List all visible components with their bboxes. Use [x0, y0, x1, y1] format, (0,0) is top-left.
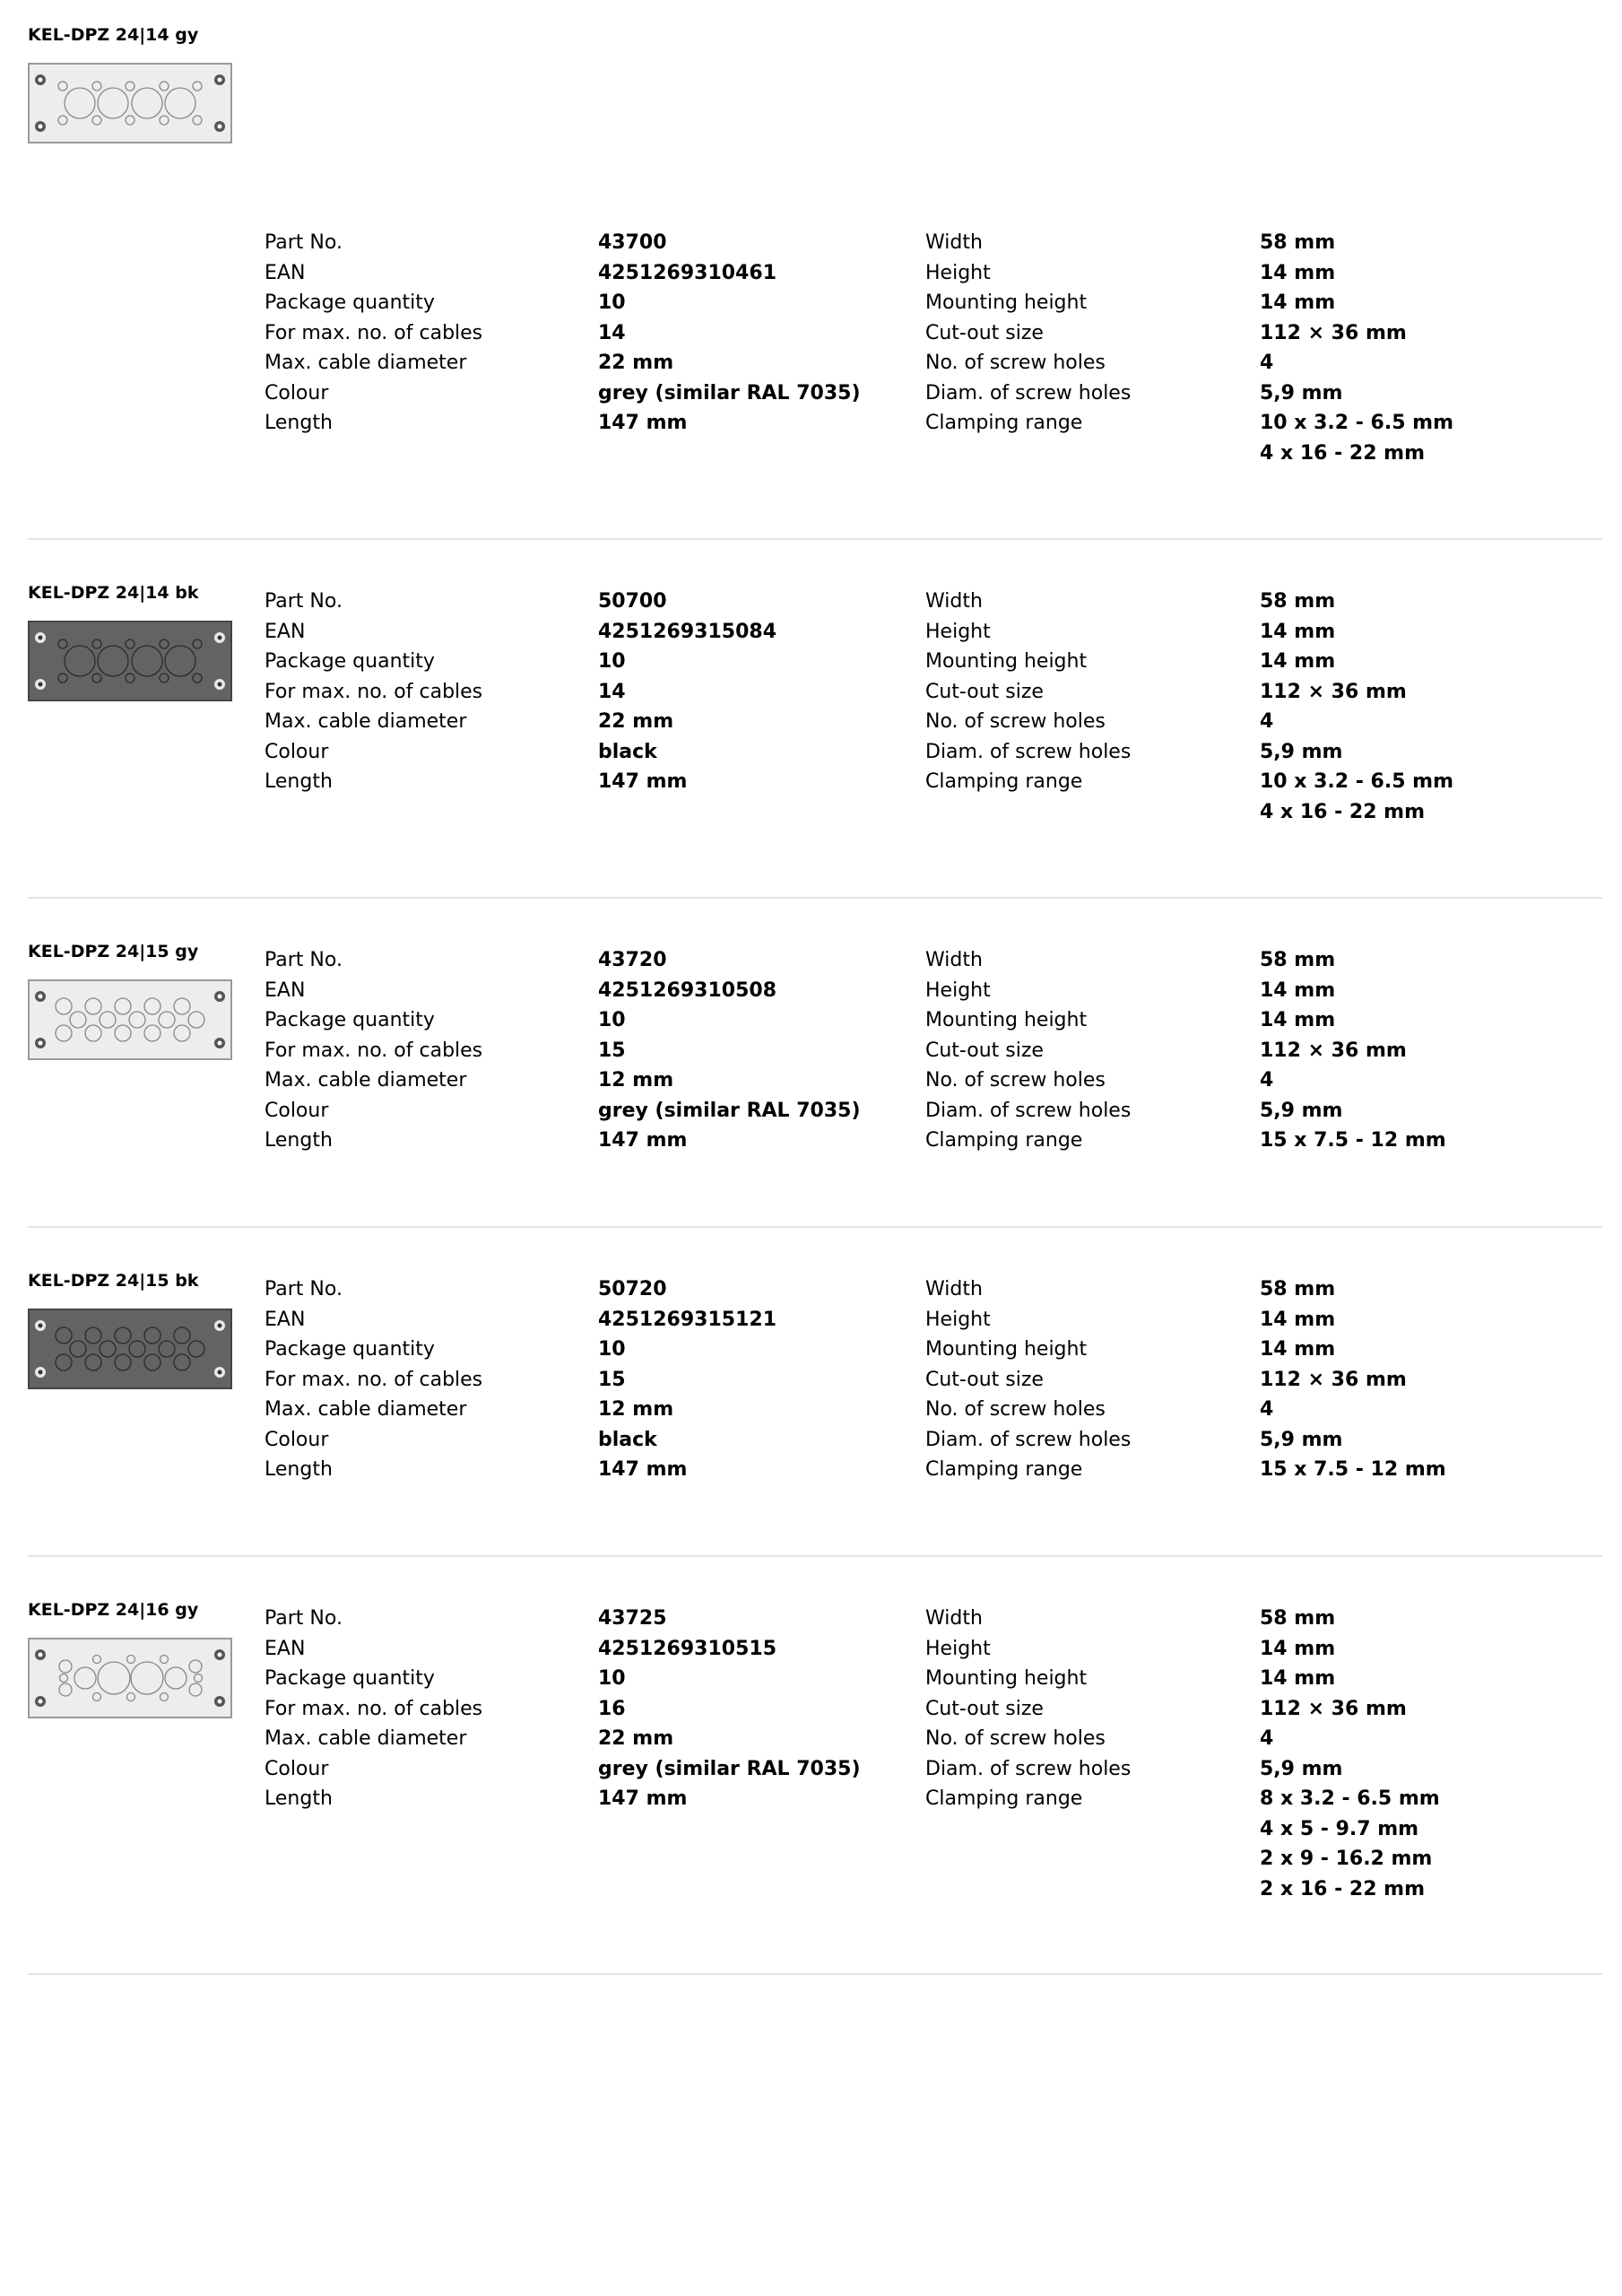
spec-label: Length: [265, 1787, 333, 1810]
spec-label: Mounting height: [925, 1338, 1088, 1361]
spec-label: Max. cable diameter: [265, 352, 467, 374]
spec-label: EAN: [265, 1308, 306, 1331]
spec-value: 4251269310508: [598, 978, 776, 1002]
spec-value: 14 mm: [1260, 620, 1336, 643]
spec-value: 12 mm: [598, 1069, 674, 1091]
spec-row: [0, 318, 1622, 348]
spec-label: Height: [925, 1637, 991, 1660]
spec-value: 5,9 mm: [1260, 1428, 1343, 1451]
spec-value: 58 mm: [1260, 1278, 1336, 1300]
spec-value: 12 mm: [598, 1398, 674, 1421]
divider: [28, 538, 1602, 540]
spec-row: [0, 348, 1622, 378]
spec-label: Length: [265, 1458, 333, 1481]
spec-label: Diam. of screw holes: [925, 1428, 1132, 1451]
spec-label: Height: [925, 620, 991, 643]
spec-value: 10: [598, 650, 626, 673]
spec-label: Width: [925, 1607, 983, 1630]
spec-label: Max. cable diameter: [265, 1727, 467, 1750]
spec-label: For max. no. of cables: [265, 680, 483, 703]
spec-row: [0, 1455, 1622, 1484]
spec-value: 10: [598, 1667, 626, 1690]
spec-label: Package quantity: [265, 291, 435, 314]
spec-row: [0, 707, 1622, 736]
spec-row: [0, 1335, 1622, 1364]
spec-row: [0, 1694, 1622, 1724]
spec-label: No. of screw holes: [925, 710, 1106, 733]
spec-value: 112 × 36 mm: [1260, 1368, 1407, 1391]
spec-label: Mounting height: [925, 291, 1088, 314]
spec-value: 4251269310461: [598, 261, 776, 284]
spec-value: 43700: [598, 231, 667, 254]
spec-label: Part No.: [265, 949, 343, 971]
spec-value: 5,9 mm: [1260, 1757, 1343, 1780]
spec-value: 50720: [598, 1278, 667, 1300]
spec-value: 58 mm: [1260, 590, 1336, 613]
spec-label: Part No.: [265, 1278, 343, 1300]
spec-label: Clamping range: [925, 770, 1083, 793]
spec-label: Package quantity: [265, 1338, 435, 1361]
spec-label: No. of screw holes: [925, 1069, 1106, 1091]
spec-value: 10: [598, 291, 626, 314]
spec-value: 14 mm: [1260, 261, 1336, 284]
spec-value: 14 mm: [1260, 291, 1336, 314]
spec-label: Width: [925, 590, 983, 613]
product-title: KEL-DPZ 24|15 bk: [28, 1271, 199, 1291]
spec-value: grey (similar RAL 7035): [598, 381, 861, 404]
spec-label: Cut-out size: [925, 1368, 1044, 1391]
spec-label: Height: [925, 1308, 991, 1331]
spec-value: 15: [598, 1368, 626, 1391]
spec-row: [0, 1065, 1622, 1095]
divider: [28, 897, 1602, 899]
spec-label: Colour: [265, 381, 329, 404]
spec-value: 14 mm: [1260, 650, 1336, 673]
spec-label: Package quantity: [265, 1667, 435, 1690]
spec-label: Width: [925, 231, 983, 254]
spec-value: 8 x 3.2 - 6.5 mm: [1260, 1787, 1440, 1810]
spec-value: 10 x 3.2 - 6.5 mm: [1260, 412, 1454, 434]
spec-value: 10: [598, 1338, 626, 1361]
spec-row: [0, 976, 1622, 1005]
spec-row: [0, 1844, 1622, 1874]
spec-label: Clamping range: [925, 1458, 1083, 1481]
spec-value: 22 mm: [598, 1727, 674, 1750]
spec-label: Package quantity: [265, 1009, 435, 1031]
spec-label: Cut-out size: [925, 1697, 1044, 1720]
spec-value: 50700: [598, 590, 667, 613]
spec-value: 2 x 16 - 22 mm: [1260, 1877, 1426, 1900]
spec-label: Colour: [265, 1428, 329, 1451]
spec-value: grey (similar RAL 7035): [598, 1099, 861, 1122]
spec-row: [0, 1724, 1622, 1753]
spec-row: [0, 1365, 1622, 1395]
spec-value: 4: [1260, 1727, 1274, 1750]
product-image-cable-entry-plate: [28, 63, 232, 144]
spec-label: Colour: [265, 1099, 329, 1122]
spec-value: 147 mm: [598, 770, 688, 793]
spec-value: 58 mm: [1260, 949, 1336, 971]
divider: [28, 1226, 1602, 1228]
divider: [28, 1973, 1602, 1975]
spec-label: Colour: [265, 1757, 329, 1780]
spec-row: [0, 1005, 1622, 1035]
spec-value: 4 x 16 - 22 mm: [1260, 441, 1426, 465]
spec-value: 112 × 36 mm: [1260, 1039, 1407, 1062]
spec-label: Clamping range: [925, 412, 1083, 434]
spec-row: [0, 1425, 1622, 1455]
spec-value: 5,9 mm: [1260, 740, 1343, 763]
spec-row: [0, 1036, 1622, 1065]
spec-value: 4251269315121: [598, 1308, 776, 1331]
spec-label: Height: [925, 978, 991, 1002]
spec-label: Package quantity: [265, 650, 435, 673]
spec-row: [0, 228, 1622, 257]
spec-value: 14 mm: [1260, 1308, 1336, 1331]
spec-label: Part No.: [265, 590, 343, 613]
spec-value: 147 mm: [598, 412, 688, 434]
spec-value: 14 mm: [1260, 1338, 1336, 1361]
spec-label: Diam. of screw holes: [925, 1099, 1132, 1122]
divider: [28, 1555, 1602, 1557]
spec-row: [0, 797, 1622, 827]
spec-row: [0, 1604, 1622, 1633]
product-title: KEL-DPZ 24|14 bk: [28, 583, 199, 603]
spec-label: EAN: [265, 261, 306, 284]
spec-label: Diam. of screw holes: [925, 740, 1132, 763]
spec-label: Cut-out size: [925, 321, 1044, 344]
spec-row: [0, 1634, 1622, 1664]
spec-value: 5,9 mm: [1260, 1099, 1343, 1122]
spec-row: [0, 617, 1622, 647]
spec-value: 58 mm: [1260, 231, 1336, 254]
spec-value: 15 x 7.5 - 12 mm: [1260, 1458, 1446, 1481]
spec-value: 14 mm: [1260, 1637, 1336, 1660]
spec-label: EAN: [265, 1637, 306, 1660]
spec-label: Diam. of screw holes: [925, 381, 1132, 404]
spec-row: [0, 1305, 1622, 1335]
spec-value: 112 × 36 mm: [1260, 680, 1407, 703]
spec-label: For max. no. of cables: [265, 321, 483, 344]
spec-value: 15 x 7.5 - 12 mm: [1260, 1129, 1446, 1152]
spec-label: Length: [265, 770, 333, 793]
spec-label: Width: [925, 949, 983, 971]
spec-row: [0, 1126, 1622, 1155]
spec-label: For max. no. of cables: [265, 1368, 483, 1391]
spec-value: 14 mm: [1260, 1009, 1336, 1031]
spec-label: Cut-out size: [925, 1039, 1044, 1062]
spec-value: 22 mm: [598, 710, 674, 733]
spec-label: Clamping range: [925, 1129, 1083, 1152]
spec-row: [0, 408, 1622, 438]
spec-row: [0, 258, 1622, 288]
spec-row: [0, 378, 1622, 408]
spec-label: Max. cable diameter: [265, 710, 467, 733]
product-title: KEL-DPZ 24|14 gy: [28, 25, 199, 45]
spec-row: [0, 439, 1622, 468]
spec-row: [0, 1395, 1622, 1424]
spec-label: Part No.: [265, 1607, 343, 1630]
spec-label: For max. no. of cables: [265, 1697, 483, 1720]
spec-row: [0, 1814, 1622, 1844]
spec-label: No. of screw holes: [925, 1398, 1106, 1421]
spec-label: No. of screw holes: [925, 1727, 1106, 1750]
spec-value: 14: [598, 680, 626, 703]
spec-label: Length: [265, 1129, 333, 1152]
spec-row: [0, 767, 1622, 796]
spec-value: 10 x 3.2 - 6.5 mm: [1260, 770, 1454, 793]
spec-value: 43720: [598, 949, 667, 971]
spec-row: [0, 1096, 1622, 1126]
spec-row: [0, 1274, 1622, 1304]
spec-label: Mounting height: [925, 650, 1088, 673]
spec-value: 5,9 mm: [1260, 381, 1343, 404]
spec-value: black: [598, 740, 657, 763]
spec-label: Clamping range: [925, 1787, 1083, 1810]
spec-label: EAN: [265, 978, 306, 1002]
spec-label: Colour: [265, 740, 329, 763]
spec-row: [0, 647, 1622, 676]
spec-value: 14 mm: [1260, 1667, 1336, 1690]
spec-label: EAN: [265, 620, 306, 643]
spec-label: Max. cable diameter: [265, 1069, 467, 1091]
spec-label: Mounting height: [925, 1009, 1088, 1031]
spec-value: 22 mm: [598, 352, 674, 374]
spec-value: 4251269310515: [598, 1637, 776, 1660]
spec-label: Height: [925, 261, 991, 284]
spec-value: 10: [598, 1009, 626, 1031]
spec-label: Cut-out size: [925, 680, 1044, 703]
product-title: KEL-DPZ 24|15 gy: [28, 942, 199, 961]
spec-row: [0, 737, 1622, 767]
spec-value: 16: [598, 1697, 626, 1720]
spec-value: 147 mm: [598, 1787, 688, 1810]
product-title: KEL-DPZ 24|16 gy: [28, 1600, 199, 1620]
spec-value: 15: [598, 1039, 626, 1062]
spec-value: 112 × 36 mm: [1260, 1697, 1407, 1720]
spec-value: 14: [598, 321, 626, 344]
spec-value: 4 x 5 - 9.7 mm: [1260, 1817, 1419, 1840]
spec-row: [0, 677, 1622, 707]
spec-label: Part No.: [265, 231, 343, 254]
spec-row: [0, 1874, 1622, 1904]
spec-label: Max. cable diameter: [265, 1398, 467, 1421]
spec-row: [0, 288, 1622, 317]
spec-label: No. of screw holes: [925, 352, 1106, 374]
spec-row: [0, 1754, 1622, 1784]
spec-row: [0, 945, 1622, 975]
spec-value: grey (similar RAL 7035): [598, 1757, 861, 1780]
spec-value: 147 mm: [598, 1129, 688, 1152]
spec-value: black: [598, 1428, 657, 1451]
spec-row: [0, 587, 1622, 616]
spec-row: [0, 1664, 1622, 1693]
spec-value: 43725: [598, 1607, 667, 1630]
spec-value: 14 mm: [1260, 978, 1336, 1002]
spec-value: 147 mm: [598, 1458, 688, 1481]
spec-label: Length: [265, 412, 333, 434]
spec-value: 4: [1260, 1069, 1274, 1091]
spec-value: 4251269315084: [598, 620, 776, 643]
spec-label: Mounting height: [925, 1667, 1088, 1690]
spec-value: 4 x 16 - 22 mm: [1260, 800, 1426, 823]
spec-value: 2 x 9 - 16.2 mm: [1260, 1848, 1433, 1870]
spec-value: 4: [1260, 710, 1274, 733]
spec-value: 4: [1260, 1398, 1274, 1421]
spec-label: Width: [925, 1278, 983, 1300]
spec-label: For max. no. of cables: [265, 1039, 483, 1062]
spec-label: Diam. of screw holes: [925, 1757, 1132, 1780]
spec-row: [0, 1784, 1622, 1813]
spec-value: 4: [1260, 352, 1274, 374]
spec-value: 112 × 36 mm: [1260, 321, 1407, 344]
spec-value: 58 mm: [1260, 1607, 1336, 1630]
